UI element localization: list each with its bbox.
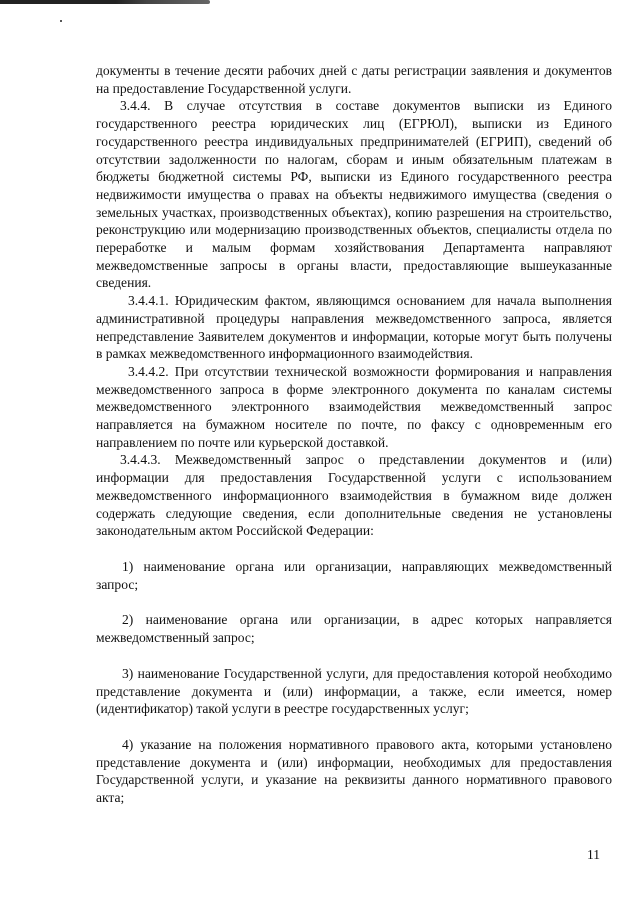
paragraph-3-4-4: 3.4.4. В случае отсутствия в составе документов выписки из Единого государственного реестра юридических лиц (ЕГРЮЛ), выписки из Единого государственного реестра индивидуальных предпринимателей (ЕГРИП), сведений об отсутствии задолженности по налогам, сборам и иным обязательным платежам в бюджеты бюджетной системы РФ, выписки из Единого государственного реестра недвижимости имущества о правах на объекты недвижимого имущества (сведения о земельных участках, производственных объектах), копию разрешения на строительство, реконструкцию или модернизацию производственных объектов, специалисты отдела по переработке и малым формам хозяйствования Департамента направляют межведомственные запросы в органы власти, предоставляющие вышеуказанные сведения. xyxy=(96,98,612,291)
document-page xyxy=(96,62,612,807)
paragraph-continuation: документы в течение десяти рабочих дней с даты регистрации заявления и документов на предоставление Государственной услуги. xyxy=(96,63,612,96)
list-item-3: 3) наименование Государственной услуги, для предоставления которой необходимо представление документа и (или) информации, а также, если имеется, номер (идентификатор) такой услуги в реестре государственных услуг; xyxy=(96,665,612,717)
page-number: 11 xyxy=(587,847,600,862)
list-item-2: 2) наименование органа или организации, в адрес которых направляется межведомственный запрос; xyxy=(96,612,612,646)
paragraph-3-4-4-3: 3.4.4.3. Межведомственный запрос о представлении документов и (или) информации для предоставления Государственной услуги с использованием межведомственного информационного взаимодействия в бумажном виде должен содержать следующие сведения, если дополнительные сведения не установлены законодательным актом Российской Федерации: xyxy=(96,452,612,539)
list-item-4: 4) указание на положения нормативного правового акта, которыми установлено представление документа и (или) информации, необходимых для предоставления Государственной услуги, и указание на реквизиты данного нормативного правового акта; xyxy=(96,736,612,806)
paragraph-3-4-4-2: 3.4.4.2. При отсутствии технической возможности формирования и направления межведомственного запроса в форме электронного документа по каналам системы межведомственного электронного взаимодействия межведомственный запрос направляется на бумажном носителе по почте, по факсу с одновременным его направлением по почте или курьерской доставкой. xyxy=(96,363,612,450)
scan-edge-mark xyxy=(0,0,210,4)
paragraph-3-4-4-1: 3.4.4.1. Юридическим фактом, являющимся основанием для начала выполнения административной процедуры направления межведомственного запроса, является непредставление Заявителем документов и информации, которые могут быть получены в рамках межведомственного информационного взаимодействия. xyxy=(96,293,612,362)
scan-speck xyxy=(60,20,62,22)
list-item-1: 1) наименование органа или организации, направляющих межведомственный запрос; xyxy=(96,558,612,592)
